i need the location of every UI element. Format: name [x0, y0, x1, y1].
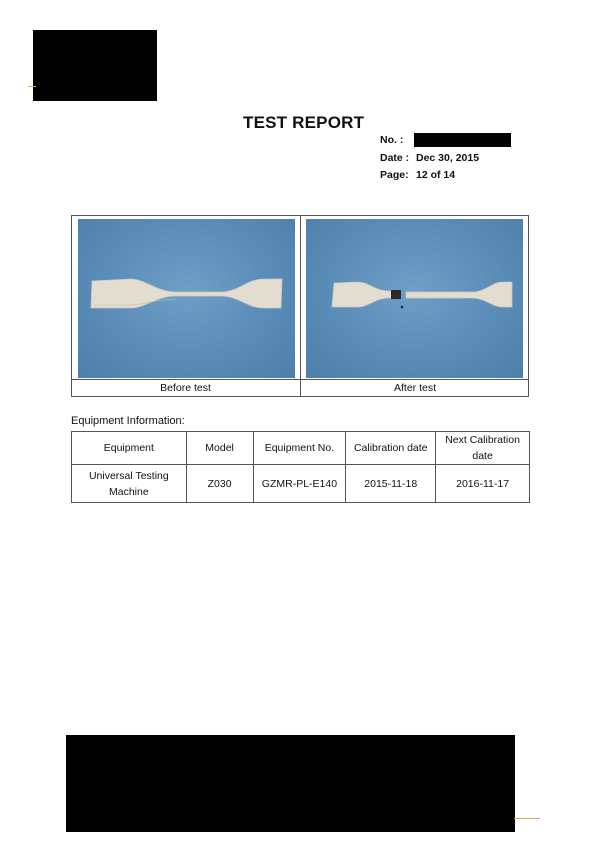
photo-table-divider	[300, 215, 301, 397]
table-cell: 2015-11-18	[346, 465, 436, 503]
report-date-value: Dec 30, 2015	[416, 152, 480, 164]
specimen-fractured-image	[306, 219, 523, 378]
redacted-footer	[66, 735, 515, 832]
accent-line	[514, 818, 540, 819]
caption-after-test: After test	[393, 382, 436, 394]
report-number-label: No. :	[380, 134, 404, 146]
equipment-table	[71, 431, 530, 503]
table-cell: Z030	[186, 465, 253, 503]
report-date-label: Date :	[380, 152, 410, 164]
table-cell: Universal Testing Machine	[72, 465, 187, 503]
page-value: 12 of 14	[416, 169, 456, 181]
table-cell: GZMR-PL-E140	[253, 465, 346, 503]
equipment-heading: Equipment Information:	[71, 415, 185, 427]
table-row	[72, 465, 530, 503]
column-header: Next Calibration date	[436, 432, 530, 465]
caption-before-test: Before test	[160, 382, 211, 394]
column-header: Equipment No.	[253, 432, 346, 465]
column-header: Calibration date	[346, 432, 436, 465]
redacted-report-number	[414, 133, 511, 147]
page-label: Page:	[380, 169, 409, 181]
table-header-row	[72, 432, 530, 465]
photo-before-test	[78, 219, 295, 378]
column-header: Model	[186, 432, 253, 465]
accent-line	[28, 86, 36, 87]
report-title: TEST REPORT	[243, 113, 365, 132]
photo-after-test	[306, 219, 523, 378]
table-cell: 2016-11-17	[436, 465, 530, 503]
column-header: Equipment	[72, 432, 187, 465]
specimen-intact-image	[78, 219, 295, 378]
redacted-logo	[33, 30, 157, 101]
